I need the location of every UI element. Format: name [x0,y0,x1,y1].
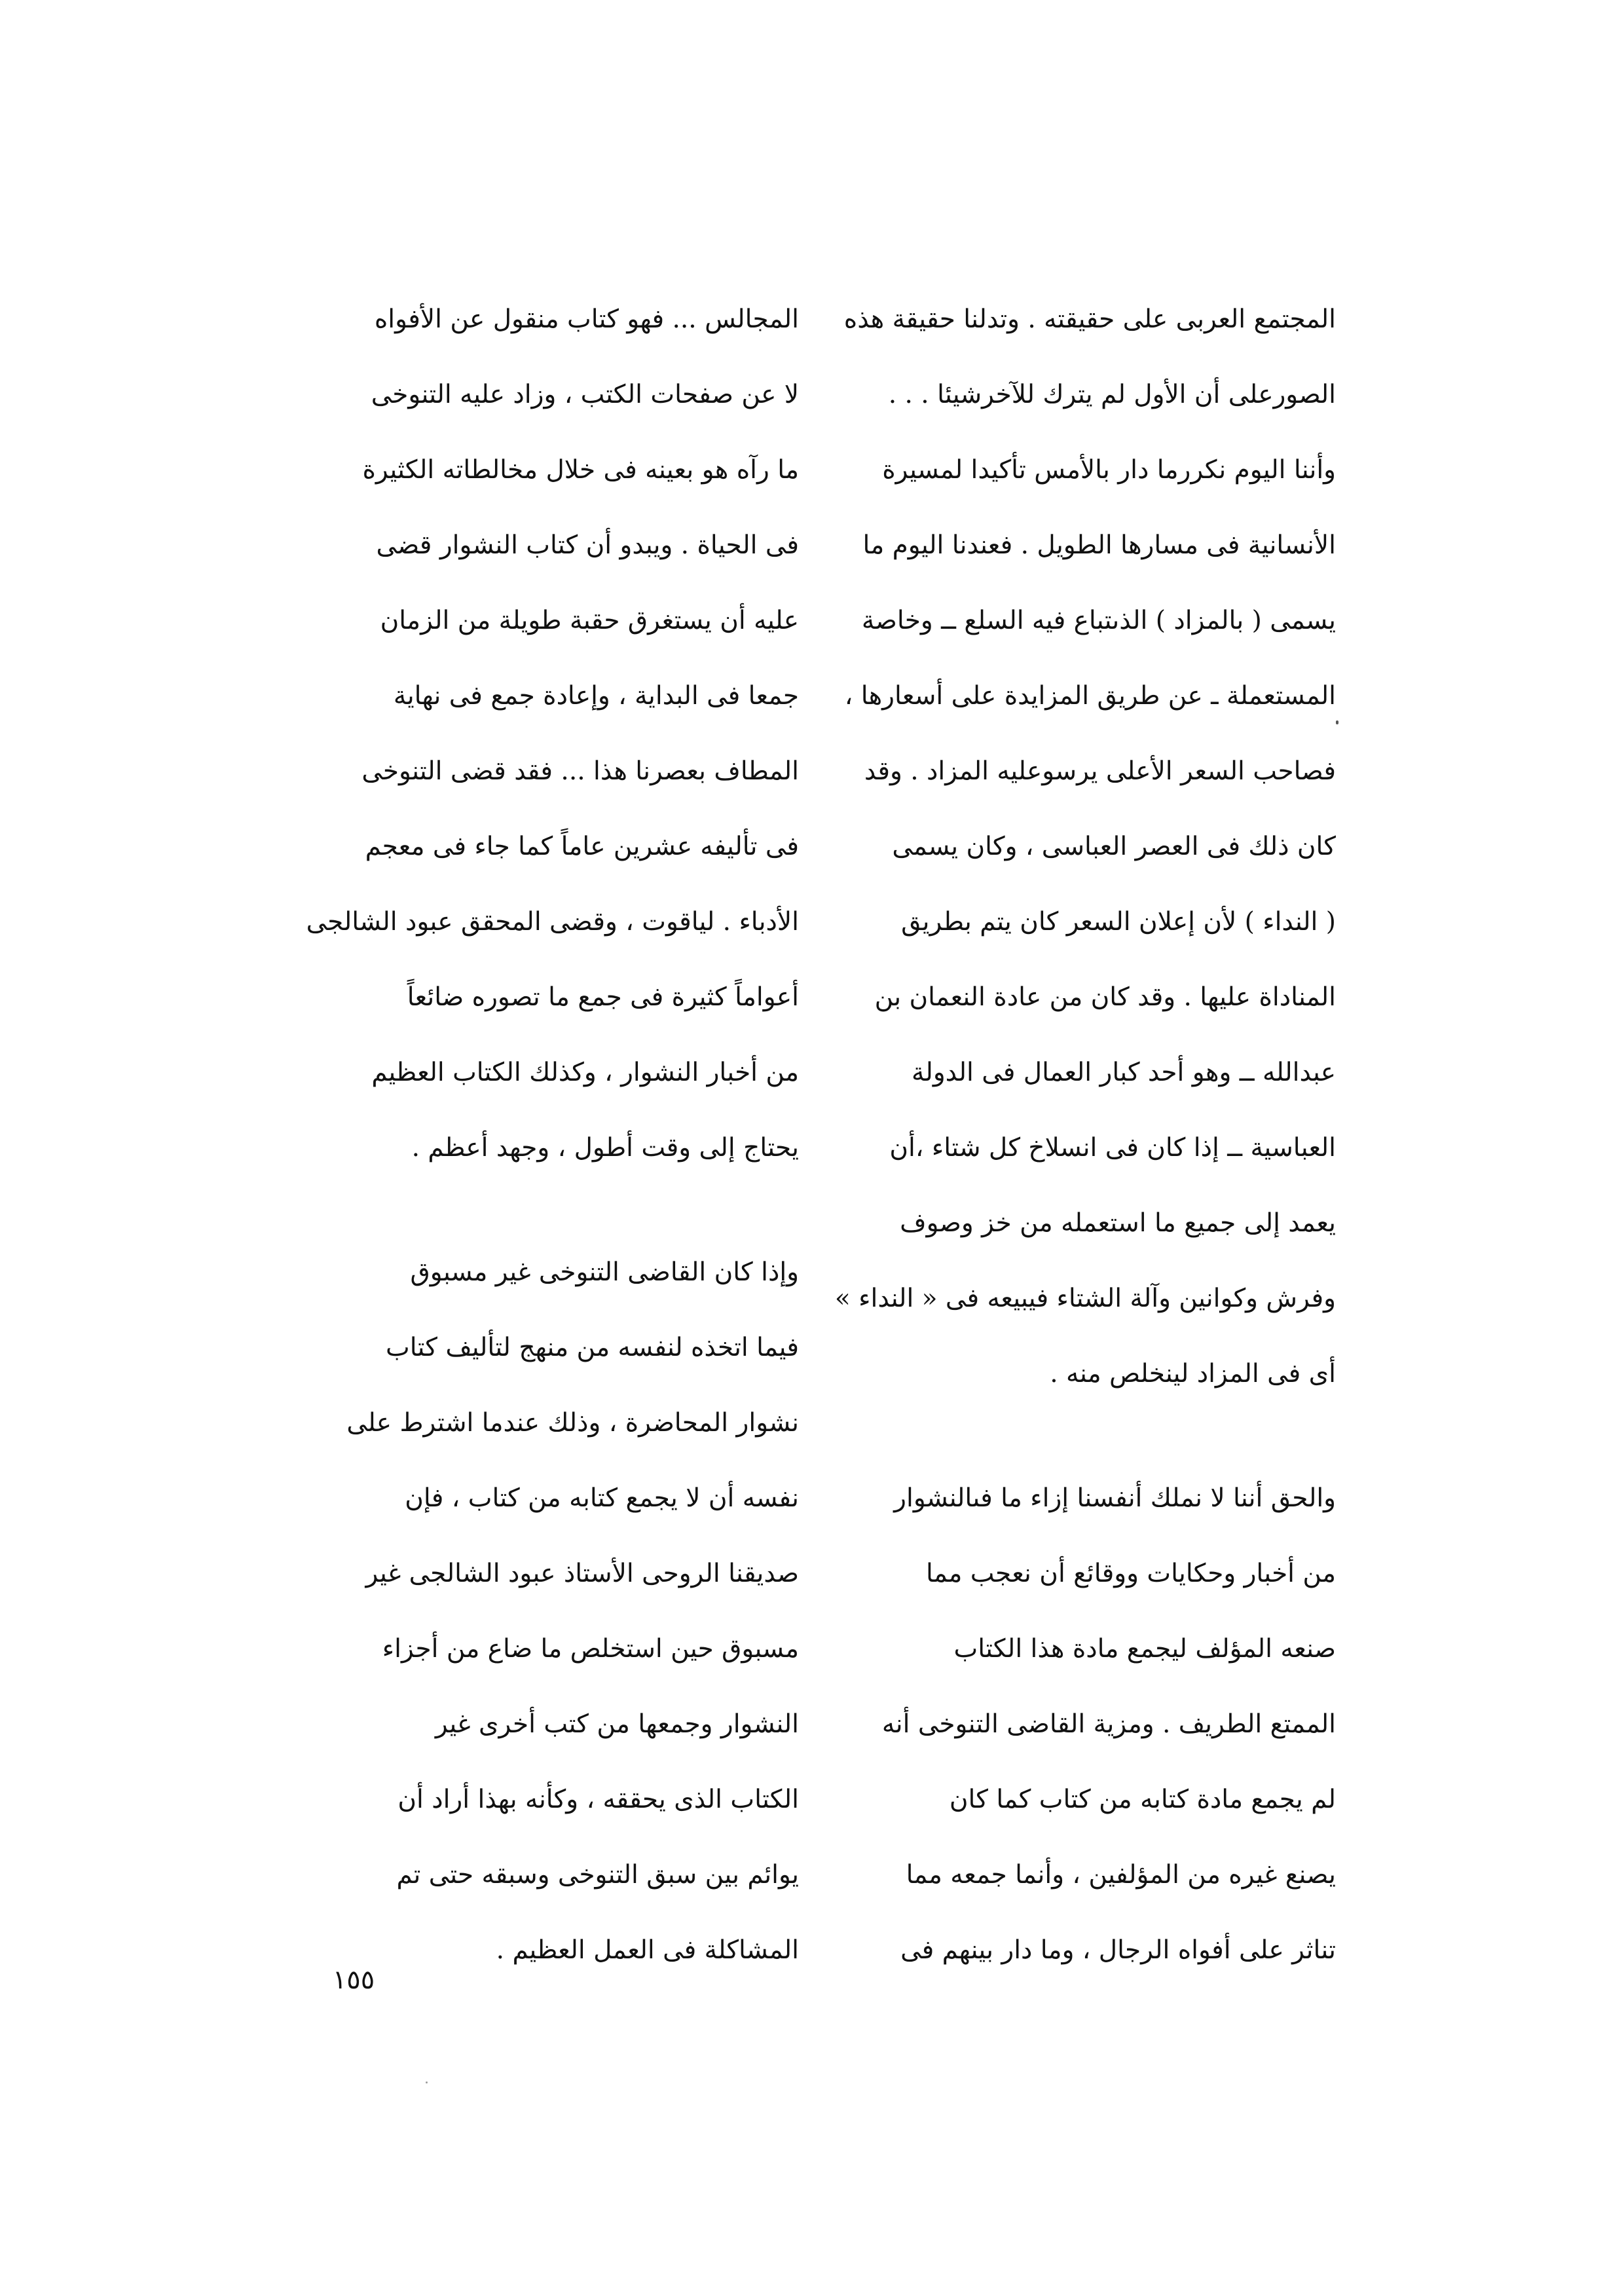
text-line: تناثر على أفواه الرجال ، وما دار بينهم فى [900,1935,1336,1965]
text-line: يعمد إلى جميع ما استعمله من خز وصوف [900,1208,1336,1238]
text-line: يسمى ( بالمزاد ) الذىتباع فيه السلع ــ وخاصة [861,606,1336,635]
text-line: المجتمع العربى على حقيقته . وتدلنا حقيقة هذه [843,305,1336,334]
text-line: جمعا فى البداية ، وإعادة جمع فى نهاية [393,681,799,711]
text-line: المستعملة ـ عن طريق المزايدة على أسعارها ، [844,681,1336,711]
text-line: النشوار وجمعها من كتب أخرى غير [435,1709,799,1739]
right-column [802,282,1336,1988]
text-line: لا عن صفحات الكتب ، وزاد عليه التنوخى [371,380,799,409]
text-line: لم يجمع مادة كتابه من كتاب كما كان [949,1785,1336,1814]
text-line: العباسية ــ إذا كان فى انسلاخ كل شتاء ،أن [889,1133,1336,1163]
text-line: أى فى المزاد لينخلص منه . [1050,1359,1336,1389]
text-line: عليه أن يستغرق حقبة طويلة من الزمان [380,606,799,635]
text-line: المشاكلة فى العمل العظيم . [496,1935,799,1965]
paragraph-gap [802,1411,1336,1461]
text-line: عبدالله ــ وهو أحد كبار العمال فى الدولة [912,1058,1336,1087]
right-paragraph-1 [802,282,1336,1411]
right-paragraph-2 [802,1461,1336,1988]
text-line: يصنع غيره من المؤلفين ، وأنما جمعه مما [906,1860,1336,1890]
text-line: المطاف بعصرنا هذا ... فقد قضى التنوخى [361,756,799,786]
text-line: ما رآه هو بعينه فى خلال مخالطاته الكثيرة [362,455,799,485]
text-line: صنعه المؤلف ليجمع مادة هذا الكتاب [953,1634,1336,1664]
text-line: نشوار المحاضرة ، وذلك عندما اشترط على [346,1408,799,1438]
text-line: وإذا كان القاضى التنوخى غير مسبوق [410,1258,799,1287]
left-paragraph-2 [278,1235,799,1988]
text-line: وفرش وكوانين وآلة الشتاء فيبيعه فى « النداء » [834,1284,1336,1313]
scan-speck [426,2081,428,2083]
text-line: ( النداء ) لأن إعلان السعر كان يتم بطريق [901,907,1336,937]
scan-speck [1336,720,1338,724]
text-line: صديقنا الروحى الأستاذ عبود الشالجى غير [365,1559,799,1588]
text-line: الأدباء . لياقوت ، وقضى المحقق عبود الشالجى [306,907,799,937]
text-line: كان ذلك فى العصر العباسى ، وكان يسمى [892,832,1336,861]
text-line: المجالس ... فهو كتاب منقول عن الأفواه [374,305,799,334]
text-line: فيما اتخذه لنفسه من منهج لتأليف كتاب [386,1333,799,1362]
text-line: من أخبار النشوار ، وكذلك الكتاب العظيم [371,1058,799,1087]
text-line: أعواماً كثيرة فى جمع ما تصوره ضائعاً [407,982,799,1012]
text-line: وأننا اليوم نكررما دار بالأمس تأكيدا لمسيرة [882,455,1336,485]
text-line: المناداة عليها . وقد كان من عادة النعمان بن [874,982,1336,1012]
text-line: فى تأليفه عشرين عاماً كما جاء فى معجم [365,832,799,861]
text-line: الصورعلى أن الأول لم يترك للآخرشيئا . . . [888,380,1336,409]
left-column [278,282,799,1988]
text-line: من أخبار وحكايات ووقائع أن نعجب مما [926,1559,1336,1588]
text-line: الممتع الطريف . ومزية القاضى التنوخى أنه [881,1709,1336,1739]
text-line: فى الحياة . ويبدو أن كتاب النشوار قضى [376,531,799,560]
text-line: يوائم بين سبق التنوخى وسبقه حتى تم [396,1860,799,1890]
left-paragraph-1 [278,282,799,1185]
text-line: يحتاج إلى وقت أطول ، وجهد أعظم . [411,1133,799,1163]
text-line: والحق أننا لا نملك أنفسنا إزاء ما فىالنشوار [894,1483,1336,1513]
text-line: الأنسانية فى مسارها الطويل . فعندنا اليوم ما [862,531,1336,560]
text-line: نفسه أن لا يجمع كتابه من كتاب ، فإن [405,1483,799,1513]
text-line: الكتاب الذى يحققه ، وكأنه بهذا أراد أن [397,1785,799,1814]
text-line: فصاحب السعر الأعلى يرسوعليه المزاد . وقد [864,756,1336,786]
page-number: ١٥٥ [332,1965,375,1995]
text-line: مسبوق حين استخلص ما ضاع من أجزاء [382,1634,799,1664]
paragraph-gap [278,1185,799,1235]
